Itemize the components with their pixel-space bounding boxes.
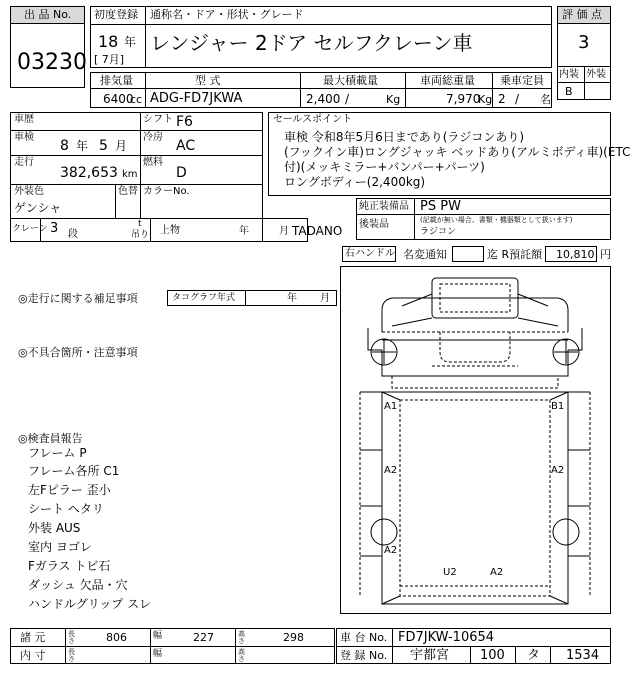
lot-label: 出 品 No. xyxy=(24,8,72,21)
inspector-line: 室内 ヨゴレ xyxy=(28,540,92,554)
sales-label: セールスポイント xyxy=(273,114,353,125)
capacity-slash: / xyxy=(515,92,520,106)
max-load: 2,400 xyxy=(306,92,341,106)
tax-unit: 円 xyxy=(600,248,611,261)
interior-label: 内装 xyxy=(559,69,579,80)
interior-grade: B xyxy=(565,85,573,98)
displacement-label: 排気量 xyxy=(100,74,133,87)
exterior-label: 外装 xyxy=(586,69,606,80)
tacho-year-unit: 年 xyxy=(287,293,297,304)
reg-region: 宇都宮 xyxy=(410,648,450,663)
height-label: 高さ xyxy=(238,630,245,646)
shift-value: F6 xyxy=(176,114,193,130)
reg-class: 100 xyxy=(480,648,505,663)
gross-weight-unit: Kg xyxy=(478,93,493,106)
reg-year-unit: 年 xyxy=(124,35,137,49)
in-height-label: 高さ xyxy=(238,648,245,664)
insp-month-unit: 月 xyxy=(115,139,128,153)
gross-weight: 7,970 xyxy=(446,92,481,106)
inspection-label: 車検 xyxy=(14,132,34,143)
name-change-box xyxy=(452,246,484,262)
in-length-label: 長さ xyxy=(68,648,75,664)
in-width-label: 幅 xyxy=(153,649,163,659)
model-name: レンジャー 2ドア セルフクレーン車 xyxy=(150,31,473,55)
mark-a2-left-rear: A2 xyxy=(384,545,398,556)
capacity-unit: 名 xyxy=(540,93,551,106)
score-value: 3 xyxy=(578,32,590,53)
pillars xyxy=(402,294,548,306)
sales-line-4: ロングボディー(2,400kg) xyxy=(284,175,426,189)
length-value: 806 xyxy=(106,631,127,644)
reg-kana: タ xyxy=(527,648,541,663)
capacity-label: 乗車定員 xyxy=(500,74,544,87)
width-value: 227 xyxy=(193,631,214,644)
max-load-slash: / xyxy=(345,92,350,106)
displacement: 6400 xyxy=(103,92,134,106)
mileage-unit: km xyxy=(122,169,138,180)
model-code: ADG-FD7JKWA xyxy=(150,91,243,106)
ext-color-value: ゲンシャ xyxy=(14,201,62,215)
defects-label: ◎不具合箇所・注意事項 xyxy=(18,346,138,359)
inspector-line: Fガラス トビ石 xyxy=(28,559,111,573)
dims-label: 諸 元 xyxy=(20,631,46,644)
wheel-rr xyxy=(553,519,579,545)
crane-label: クレーン xyxy=(12,224,48,234)
fuel-label: 燃料 xyxy=(143,157,163,168)
genuine-value: PS PW xyxy=(420,199,461,214)
insp-month: 5 xyxy=(99,138,108,154)
truck-diagram xyxy=(340,266,611,614)
rhd-label: 右ハンドル xyxy=(345,248,395,259)
mark-a2-rear: A2 xyxy=(490,567,504,578)
history-label: 車歴 xyxy=(14,114,34,125)
lot-number: 03230 xyxy=(17,50,87,75)
inspector-line: 外装 AUS xyxy=(28,521,81,535)
capacity: 2 xyxy=(498,92,506,106)
max-load-label: 最大積載量 xyxy=(323,74,378,87)
sales-line-1: 車検 令和8年5月6日まであり(ラジコンあり) xyxy=(284,130,525,144)
bumper-sides xyxy=(368,328,582,350)
driving-remarks-label: ◎走行に関する補足事項 xyxy=(18,292,138,305)
aftermarket-note: (記載が無い場合、書類・機器類として扱います) xyxy=(420,216,573,224)
gross-weight-label: 車両総重量 xyxy=(420,74,475,87)
name-change-label: 名変通知 xyxy=(403,248,447,261)
deck-inner xyxy=(400,400,550,596)
cab-lines xyxy=(392,318,558,326)
tacho-label: タコグラフ年式 xyxy=(172,293,236,303)
first-reg-label: 初度登録 xyxy=(94,8,138,21)
mark-b1-right: B1 xyxy=(551,401,565,412)
ac-value: AC xyxy=(176,138,196,154)
length-label: 長さ xyxy=(68,630,75,646)
mileage-value: 382,653 xyxy=(60,165,118,181)
name-label: 通称名・ドア・形状・グレード xyxy=(150,8,304,21)
color-no-label: 色替 xyxy=(118,186,138,197)
interior-dims-label: 内 寸 xyxy=(20,649,46,662)
crane-t: t xyxy=(138,219,142,229)
displacement-unit: cc xyxy=(130,93,143,106)
reg-number: 1534 xyxy=(566,648,600,663)
interior xyxy=(440,332,510,362)
fuel-value: D xyxy=(176,165,187,181)
model-label: 型 式 xyxy=(195,74,221,87)
reg-year: 18 xyxy=(98,32,119,51)
width-label: 幅 xyxy=(153,631,163,641)
insp-year: 8 xyxy=(60,138,69,154)
insp-year-unit: 年 xyxy=(76,139,89,153)
mount-maker: TADANO xyxy=(292,224,343,238)
inspector-line: シート ヘタリ xyxy=(28,502,104,516)
deck-outline xyxy=(382,392,568,604)
crane-hoist-unit: 吊り xyxy=(131,230,150,240)
mileage-label: 走行 xyxy=(14,157,34,168)
ac-label: 冷房 xyxy=(143,132,163,143)
chassis-label: 車 台 No. xyxy=(340,631,388,644)
mount-year-unit: 年 xyxy=(239,226,249,237)
aftermarket-value: ラジコン xyxy=(420,227,457,237)
color-code-label: カラーNo. xyxy=(143,186,190,197)
chassis-value: FD7JKW-10654 xyxy=(398,630,495,645)
mark-a2-right-mid: A2 xyxy=(551,465,565,476)
inspector-line: ハンドルグリップ スレ xyxy=(28,597,152,611)
wheel-rl xyxy=(371,519,397,545)
mark-a2-left-mid: A2 xyxy=(384,465,398,476)
mark-u2-rear: U2 xyxy=(443,567,457,578)
max-load-unit: Kg xyxy=(386,93,401,106)
crane-stage-unit: 段 xyxy=(68,229,78,240)
reg-label: 登 録 No. xyxy=(340,649,388,662)
mount-label: 上物 xyxy=(160,225,180,236)
height-value: 298 xyxy=(283,631,304,644)
ext-color-label: 外装色 xyxy=(14,186,44,197)
shift-label: シフト xyxy=(143,114,173,125)
crane-stages: 3 xyxy=(50,221,59,236)
inspector-line: フレーム各所 C1 xyxy=(28,464,120,478)
sales-line-3: 付)(メッキミラー+バンパー+パーツ) xyxy=(284,160,485,174)
mount-month-unit: 月 xyxy=(279,226,289,237)
mark-a1-left: A1 xyxy=(384,401,398,412)
aftermarket-label: 後装品 xyxy=(359,219,389,230)
inspector-line: ダッシュ 欠品・穴 xyxy=(28,578,128,592)
reg-month: [ 7月] xyxy=(94,53,125,66)
inspector-line: フレーム P xyxy=(28,446,87,460)
genuine-label: 純正装備品 xyxy=(359,201,409,212)
sales-line-2: (フックイン車)ロングジャッキ ベッドあり(アルミボディ車)(ETC xyxy=(284,145,631,159)
inspector-line: 左Fピラー 歪小 xyxy=(28,483,111,497)
tax-label: 迄 R預託額 xyxy=(487,248,543,261)
score-label: 評 価 点 xyxy=(562,8,602,21)
inspector-label: ◎検査員報告 xyxy=(18,432,83,445)
tacho-month-unit: 月 xyxy=(320,293,330,304)
tax-value: 10,810 xyxy=(556,248,595,261)
